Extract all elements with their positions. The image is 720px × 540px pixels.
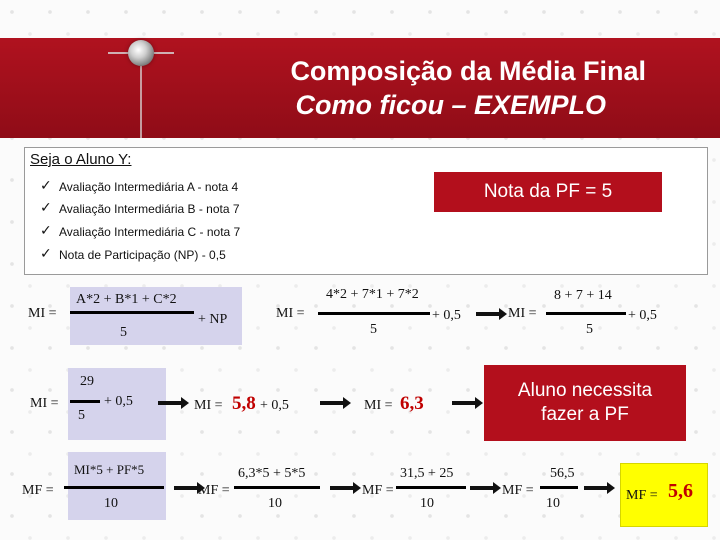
fraction-bar <box>70 311 194 314</box>
pf-grade-badge: Nota da PF = 5 <box>434 172 662 212</box>
mf-label: MF = <box>198 483 230 498</box>
mf-numerator: 31,5 + 25 <box>400 466 454 481</box>
fraction-bar <box>546 312 626 315</box>
mf-numerator: 56,5 <box>550 466 575 481</box>
fraction-bar <box>234 486 320 489</box>
mf-numerator: 6,3*5 + 5*5 <box>238 466 306 481</box>
mi-final-value: 6,3 <box>400 393 424 414</box>
mi-label: MI = <box>28 306 57 321</box>
fraction-bar <box>396 486 466 489</box>
mi-label: MI = <box>30 396 59 411</box>
mi-intermediate-value: 5,8 <box>232 393 256 414</box>
globe-icon <box>128 40 154 66</box>
mi-numerator: 8 + 7 + 14 <box>554 288 612 303</box>
mi-denominator: 5 <box>370 322 377 337</box>
mf-denominator: 10 <box>268 496 282 511</box>
right-arrow-icon <box>320 401 344 405</box>
right-arrow-icon <box>158 401 182 405</box>
pf-required-notice <box>484 365 686 441</box>
mf-label: MF = <box>22 483 54 498</box>
mf-numerator: MI*5 + PF*5 <box>74 462 145 477</box>
fraction-bar <box>318 312 430 315</box>
list-item: Avaliação Intermediária A - nota 4 <box>59 180 239 194</box>
fraction-bar <box>70 400 100 403</box>
decorative-line <box>140 66 142 138</box>
list-item: Avaliação Intermediária C - nota 7 <box>59 225 241 239</box>
mf-denominator: 10 <box>104 496 118 511</box>
fraction-bar <box>64 486 164 489</box>
list-item: Avaliação Intermediária B - nota 7 <box>59 202 240 216</box>
mi-numerator: 4*2 + 7*1 + 7*2 <box>326 287 419 302</box>
mi-plus: + 0,5 <box>260 398 289 413</box>
page-subtitle: Como ficou – EXEMPLO <box>295 90 606 120</box>
check-icon: ✓ <box>40 178 52 194</box>
check-icon: ✓ <box>40 200 52 216</box>
mi-label: MI = <box>194 398 223 413</box>
mi-plus: + 0,5 <box>104 394 133 409</box>
mf-label: MF = <box>502 483 534 498</box>
right-arrow-icon <box>174 486 198 490</box>
right-arrow-icon <box>476 312 500 316</box>
mi-label: MI = <box>276 306 305 321</box>
list-item: Nota de Participação (NP) - 0,5 <box>59 248 226 262</box>
mf-label: MF = <box>626 488 658 503</box>
mf-denominator: 10 <box>420 496 434 511</box>
mi-label: MI = <box>508 306 537 321</box>
right-arrow-icon <box>470 486 494 490</box>
right-arrow-icon <box>330 486 354 490</box>
mf-label: MF = <box>362 483 394 498</box>
mi-denominator: 5 <box>78 408 85 423</box>
mi-denominator: 5 <box>120 325 127 340</box>
notice-line: fazer a PF <box>541 404 629 425</box>
mi-plus: + 0,5 <box>432 308 461 323</box>
page-title: Composição da Média Final <box>290 56 646 86</box>
student-title: Seja o Aluno Y: <box>30 151 132 168</box>
final-grade-value: 5,6 <box>668 480 693 502</box>
right-arrow-icon <box>584 486 608 490</box>
mi-numerator: 29 <box>80 374 94 389</box>
fraction-bar <box>540 486 578 489</box>
mi-label: MI = <box>364 398 393 413</box>
mi-plus-np: + NP <box>198 312 228 327</box>
mi-plus: + 0,5 <box>628 308 657 323</box>
check-icon: ✓ <box>40 223 52 239</box>
mi-numerator: A*2 + B*1 + C*2 <box>76 292 177 307</box>
right-arrow-icon <box>452 401 476 405</box>
notice-line: Aluno necessita <box>517 380 653 401</box>
mi-denominator: 5 <box>586 322 593 337</box>
mf-denominator: 10 <box>546 496 560 511</box>
check-icon: ✓ <box>40 246 52 262</box>
